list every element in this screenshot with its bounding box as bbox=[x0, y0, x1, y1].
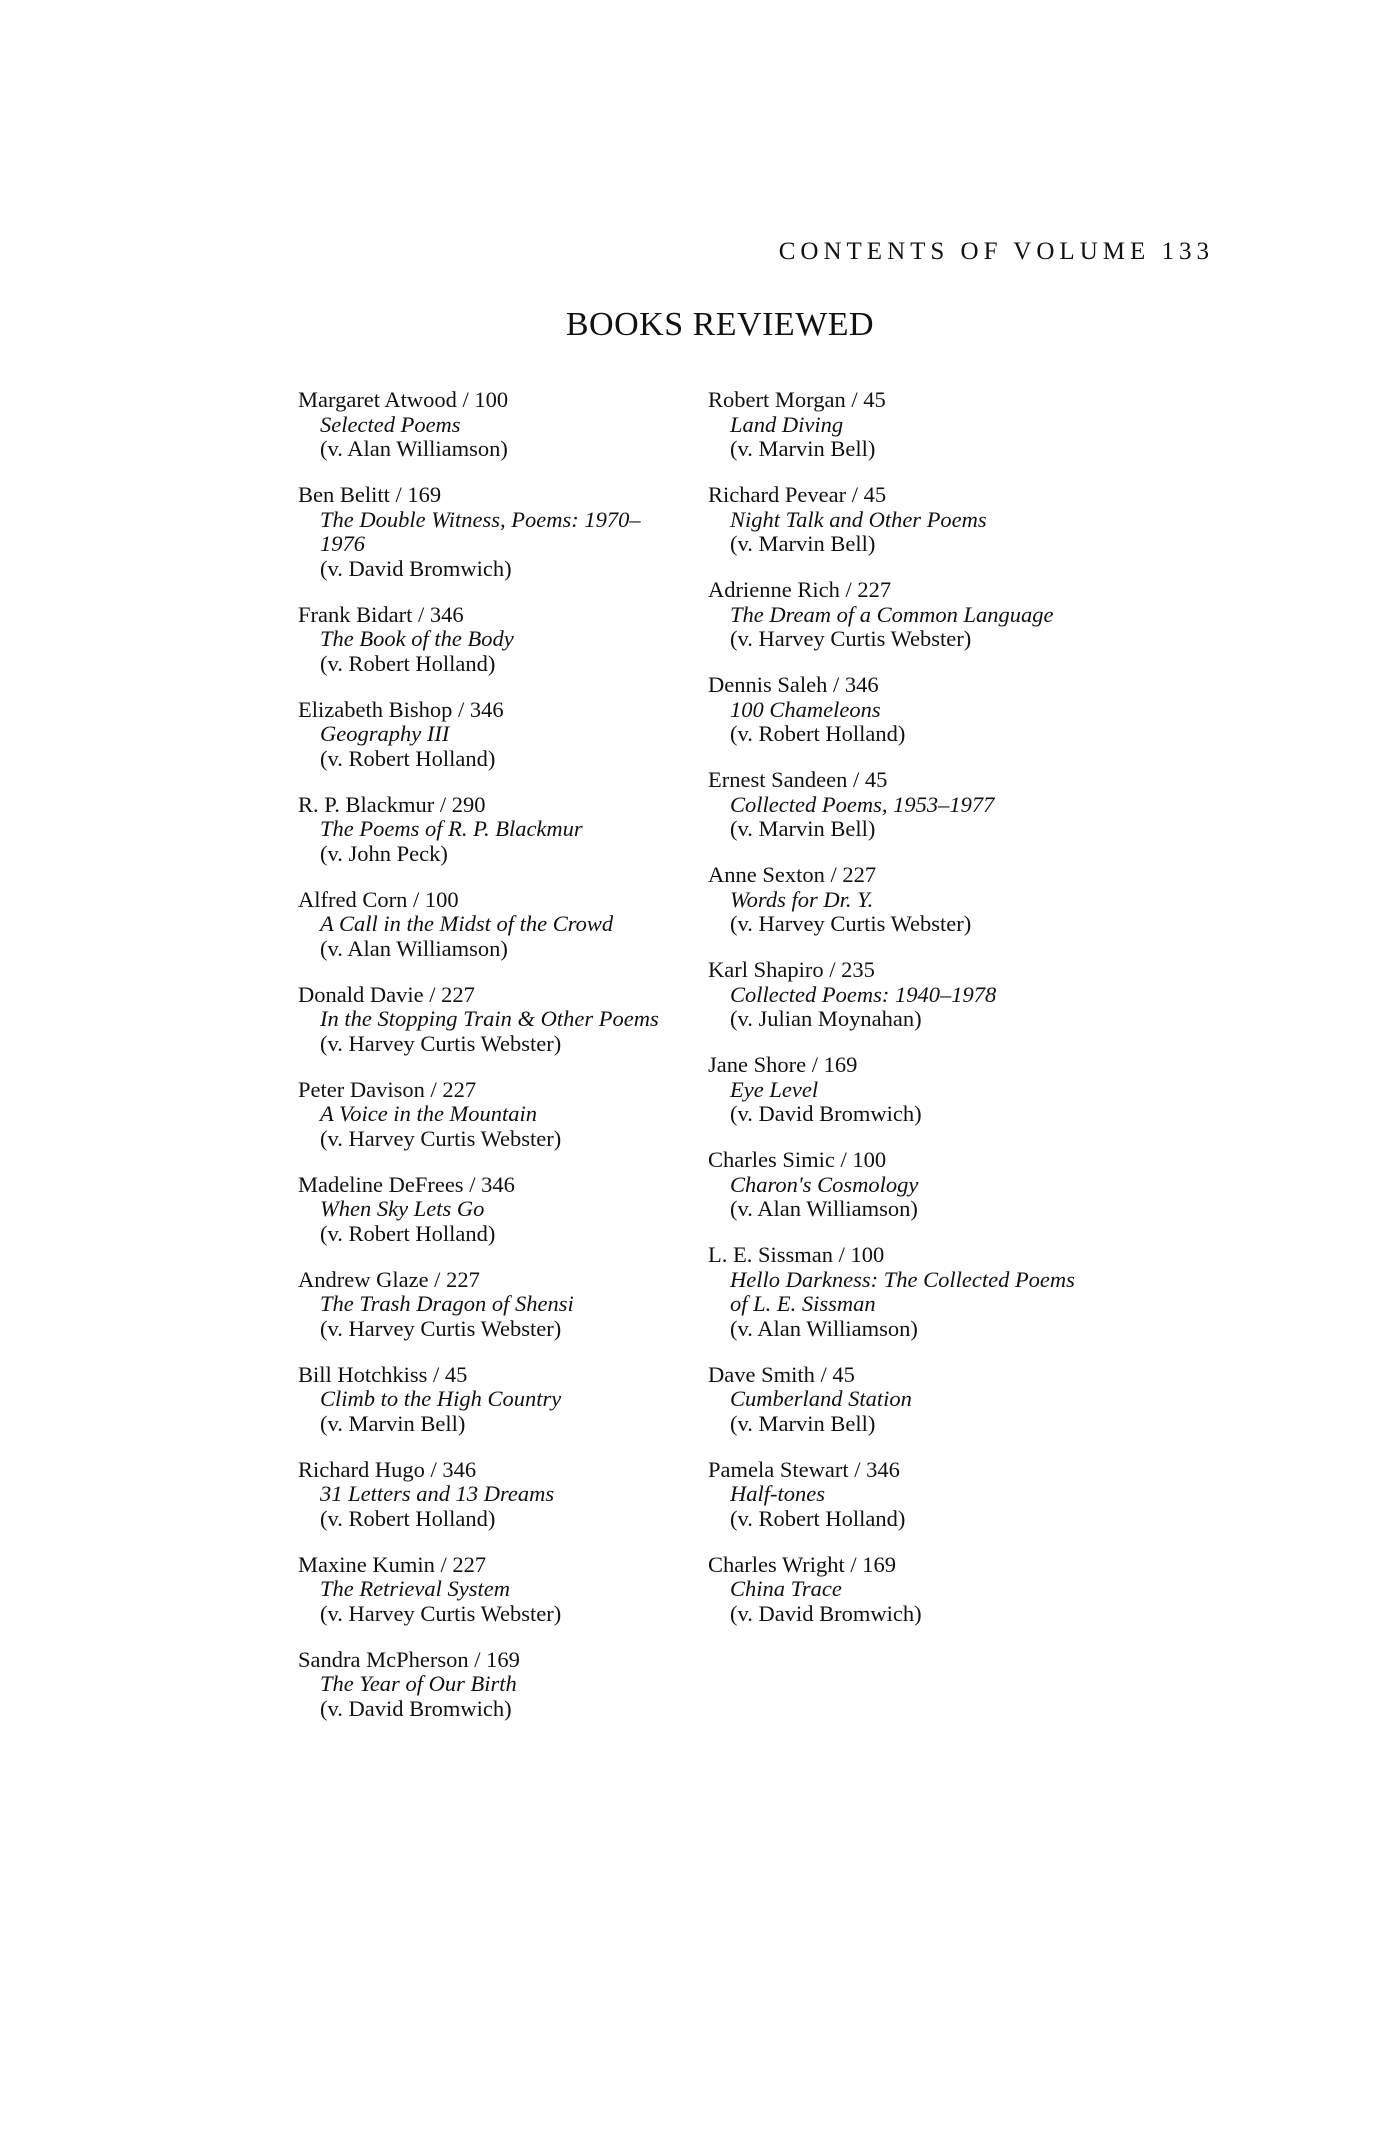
entry-book-title bbox=[708, 983, 1128, 1008]
entry-book-title-text: Cumberland Station bbox=[730, 1386, 912, 1411]
entry-reviewer: (v. Alan Williamson) bbox=[730, 1196, 918, 1221]
review-entry bbox=[708, 1243, 1128, 1341]
review-entry bbox=[298, 793, 718, 867]
entry-reviewer: (v. Harvey Curtis Webster) bbox=[320, 1030, 562, 1056]
entry-book-title bbox=[298, 722, 718, 747]
entry-book-title bbox=[708, 1173, 1128, 1198]
right-column bbox=[708, 388, 1128, 1648]
entry-reviewer: (v. Robert Holland) bbox=[320, 650, 496, 676]
entry-book-title bbox=[708, 508, 1128, 533]
entry-author: Robert Morgan / 45 bbox=[708, 387, 886, 412]
entry-reviewer: (v. Robert Holland) bbox=[730, 1505, 906, 1531]
entry-book-title bbox=[298, 1292, 718, 1317]
review-entry bbox=[298, 1363, 718, 1437]
entry-reviewer: (v. Marvin Bell) bbox=[320, 1410, 466, 1436]
entry-author: Charles Wright / 169 bbox=[708, 1551, 897, 1577]
entry-reviewer: (v. Harvey Curtis Webster) bbox=[730, 626, 972, 651]
entry-reviewer: (v. Alan Williamson) bbox=[320, 935, 508, 961]
entry-reviewer: (v. Harvey Curtis Webster) bbox=[730, 911, 972, 936]
entry-reviewer: (v. Robert Holland) bbox=[320, 1505, 496, 1531]
entry-reviewer: (v. David Bromwich) bbox=[730, 1101, 922, 1126]
entry-reviewer: (v. Marvin Bell) bbox=[730, 436, 876, 461]
review-entry bbox=[708, 673, 1128, 747]
entry-author: Richard Pevear / 45 bbox=[708, 482, 887, 507]
entry-book-title-text: The Trash Dragon of Shensi bbox=[320, 1291, 574, 1316]
entry-author: Ben Belitt / 169 bbox=[298, 482, 442, 507]
entry-book-title bbox=[708, 603, 1128, 628]
entry-author: Margaret Atwood / 100 bbox=[298, 387, 509, 412]
entry-book-title-text: The Retrieval System bbox=[320, 1576, 510, 1601]
entry-book-title bbox=[708, 1482, 1128, 1507]
review-entry bbox=[298, 1648, 718, 1722]
entry-book-title-text: The Poems of R. P. Blackmur bbox=[320, 816, 583, 841]
entry-book-title bbox=[298, 1102, 718, 1127]
review-entry bbox=[708, 958, 1128, 1032]
entry-author: Anne Sexton / 227 bbox=[708, 862, 877, 887]
review-entry bbox=[298, 1078, 718, 1152]
entry-reviewer: (v. David Bromwich) bbox=[320, 555, 512, 581]
review-entry bbox=[298, 888, 718, 962]
entry-book-title-text: Night Talk and Other Poems bbox=[730, 506, 987, 532]
running-head: CONTENTS OF VOLUME 133 bbox=[778, 238, 1214, 265]
entry-book-title bbox=[708, 413, 1128, 438]
entry-author: Sandra McPherson / 169 bbox=[298, 1646, 520, 1672]
entry-book-title-text: A Voice in the Mountain bbox=[320, 1101, 538, 1126]
entry-author: R. P. Blackmur / 290 bbox=[298, 791, 486, 817]
entry-book-title-text: Collected Poems: 1940–1978 bbox=[730, 981, 997, 1007]
entry-book-title bbox=[298, 1482, 718, 1507]
entry-book-title bbox=[708, 1268, 1128, 1317]
entry-reviewer: (v. Alan Williamson) bbox=[320, 436, 508, 461]
entry-book-title-continued: of L. E. Sissman bbox=[730, 1291, 876, 1316]
entry-author: Maxine Kumin / 227 bbox=[298, 1551, 487, 1577]
entry-author: Elizabeth Bishop / 346 bbox=[298, 696, 504, 722]
entry-book-title-text: When Sky Lets Go bbox=[320, 1196, 485, 1221]
entry-book-title-text: In the Stopping Train & Other Poems bbox=[320, 1006, 659, 1031]
entry-book-title-text: 31 Letters and 13 Dreams bbox=[320, 1481, 555, 1506]
review-entry bbox=[708, 578, 1128, 652]
entry-book-title-text: The Year of Our Birth bbox=[320, 1671, 517, 1696]
entry-author: Alfred Corn / 100 bbox=[298, 886, 459, 912]
entry-reviewer: (v. Harvey Curtis Webster) bbox=[320, 1600, 562, 1626]
entry-book-title bbox=[708, 698, 1128, 723]
entry-book-title-text: Words for Dr. Y. bbox=[730, 886, 874, 912]
review-entry bbox=[298, 603, 718, 677]
entry-reviewer: (v. Julian Moynahan) bbox=[730, 1006, 922, 1031]
entry-reviewer: (v. John Peck) bbox=[320, 840, 448, 866]
entry-author: Bill Hotchkiss / 45 bbox=[298, 1361, 468, 1387]
review-entry bbox=[708, 388, 1128, 462]
entry-author: Charles Simic / 100 bbox=[708, 1147, 887, 1172]
entry-author: Madeline DeFrees / 346 bbox=[298, 1171, 515, 1197]
entry-reviewer: (v. David Bromwich) bbox=[730, 1600, 922, 1626]
entry-author: Donald Davie / 227 bbox=[298, 981, 475, 1007]
review-entry bbox=[708, 768, 1128, 842]
entry-book-title bbox=[298, 1007, 718, 1032]
entry-author: Peter Davison / 227 bbox=[298, 1076, 477, 1102]
review-entry bbox=[708, 1553, 1128, 1627]
review-entry bbox=[708, 1363, 1128, 1437]
review-entry bbox=[708, 1148, 1128, 1222]
entry-book-title-text: A Call in the Midst of the Crowd bbox=[320, 911, 614, 936]
entry-reviewer: (v. Marvin Bell) bbox=[730, 531, 876, 556]
entry-book-title bbox=[298, 1387, 718, 1412]
entry-book-title-text: Hello Darkness: The Collected Poems bbox=[730, 1266, 1075, 1292]
entry-author: Jane Shore / 169 bbox=[708, 1052, 858, 1077]
review-entry bbox=[708, 1458, 1128, 1532]
entry-author: Ernest Sandeen / 45 bbox=[708, 767, 888, 792]
entry-author: Richard Hugo / 346 bbox=[298, 1456, 477, 1482]
review-entry bbox=[298, 983, 718, 1057]
entry-book-title-text: Collected Poems, 1953–1977 bbox=[730, 791, 995, 817]
entry-book-title-text: Selected Poems bbox=[320, 411, 461, 437]
entry-book-title bbox=[708, 1078, 1128, 1103]
entry-book-title bbox=[298, 1197, 718, 1222]
entry-book-title bbox=[298, 817, 718, 842]
entry-author: Andrew Glaze / 227 bbox=[298, 1266, 480, 1292]
entry-book-title bbox=[298, 912, 718, 937]
entry-reviewer: (v. Alan Williamson) bbox=[730, 1315, 918, 1341]
entry-reviewer: (v. Robert Holland) bbox=[730, 721, 906, 746]
entry-book-title-text: Eye Level bbox=[730, 1076, 819, 1102]
review-entry bbox=[708, 863, 1128, 937]
entry-reviewer: (v. Robert Holland) bbox=[320, 1220, 496, 1246]
entry-book-title-text: The Double Witness, Poems: 1970– bbox=[320, 506, 641, 532]
entry-book-title-text: The Dream of a Common Language bbox=[730, 601, 1054, 627]
review-entry bbox=[298, 1268, 718, 1342]
review-entry bbox=[708, 1053, 1128, 1127]
entry-author: Adrienne Rich / 227 bbox=[708, 577, 892, 602]
section-title: BOOKS REVIEWED bbox=[565, 306, 875, 343]
entry-book-title-text: The Book of the Body bbox=[320, 626, 514, 651]
entry-book-title bbox=[298, 1672, 718, 1697]
entry-book-title bbox=[708, 793, 1128, 818]
entry-author: Dennis Saleh / 346 bbox=[708, 672, 879, 697]
entry-book-title-text: Geography III bbox=[320, 721, 450, 746]
entry-book-title-text: Climb to the High Country bbox=[320, 1386, 562, 1411]
review-entry bbox=[708, 483, 1128, 557]
entry-book-title bbox=[298, 627, 718, 652]
entry-author: Frank Bidart / 346 bbox=[298, 601, 464, 627]
entry-author: Dave Smith / 45 bbox=[708, 1361, 855, 1387]
entry-author: L. E. Sissman / 100 bbox=[708, 1242, 885, 1267]
entry-book-title-text: Half-tones bbox=[730, 1481, 825, 1506]
entry-book-title-text: Land Diving bbox=[730, 411, 844, 437]
entry-book-title-text: Charon's Cosmology bbox=[730, 1171, 919, 1197]
entry-author: Karl Shapiro / 235 bbox=[708, 957, 875, 982]
review-entry bbox=[298, 1553, 718, 1627]
entry-book-title bbox=[298, 1577, 718, 1602]
entry-reviewer: (v. Marvin Bell) bbox=[730, 1410, 876, 1436]
entry-reviewer: (v. Robert Holland) bbox=[320, 745, 496, 771]
entry-reviewer: (v. Marvin Bell) bbox=[730, 816, 876, 841]
entry-book-title-continued: 1976 bbox=[320, 531, 365, 556]
entry-book-title-text: China Trace bbox=[730, 1576, 842, 1601]
entry-book-title bbox=[298, 508, 718, 557]
entry-book-title bbox=[298, 413, 718, 438]
entry-book-title bbox=[708, 1577, 1128, 1602]
left-column bbox=[298, 388, 718, 1743]
review-entry bbox=[298, 698, 718, 772]
entry-reviewer: (v. David Bromwich) bbox=[320, 1695, 512, 1721]
review-entry bbox=[298, 1173, 718, 1247]
entry-reviewer: (v. Harvey Curtis Webster) bbox=[320, 1315, 562, 1341]
review-entry bbox=[298, 388, 718, 462]
entry-author: Pamela Stewart / 346 bbox=[708, 1456, 900, 1482]
entry-book-title bbox=[708, 888, 1128, 913]
entry-book-title bbox=[708, 1387, 1128, 1412]
entry-book-title-text: 100 Chameleons bbox=[730, 696, 881, 722]
review-entry bbox=[298, 483, 718, 581]
entry-reviewer: (v. Harvey Curtis Webster) bbox=[320, 1125, 562, 1151]
review-entry bbox=[298, 1458, 718, 1532]
